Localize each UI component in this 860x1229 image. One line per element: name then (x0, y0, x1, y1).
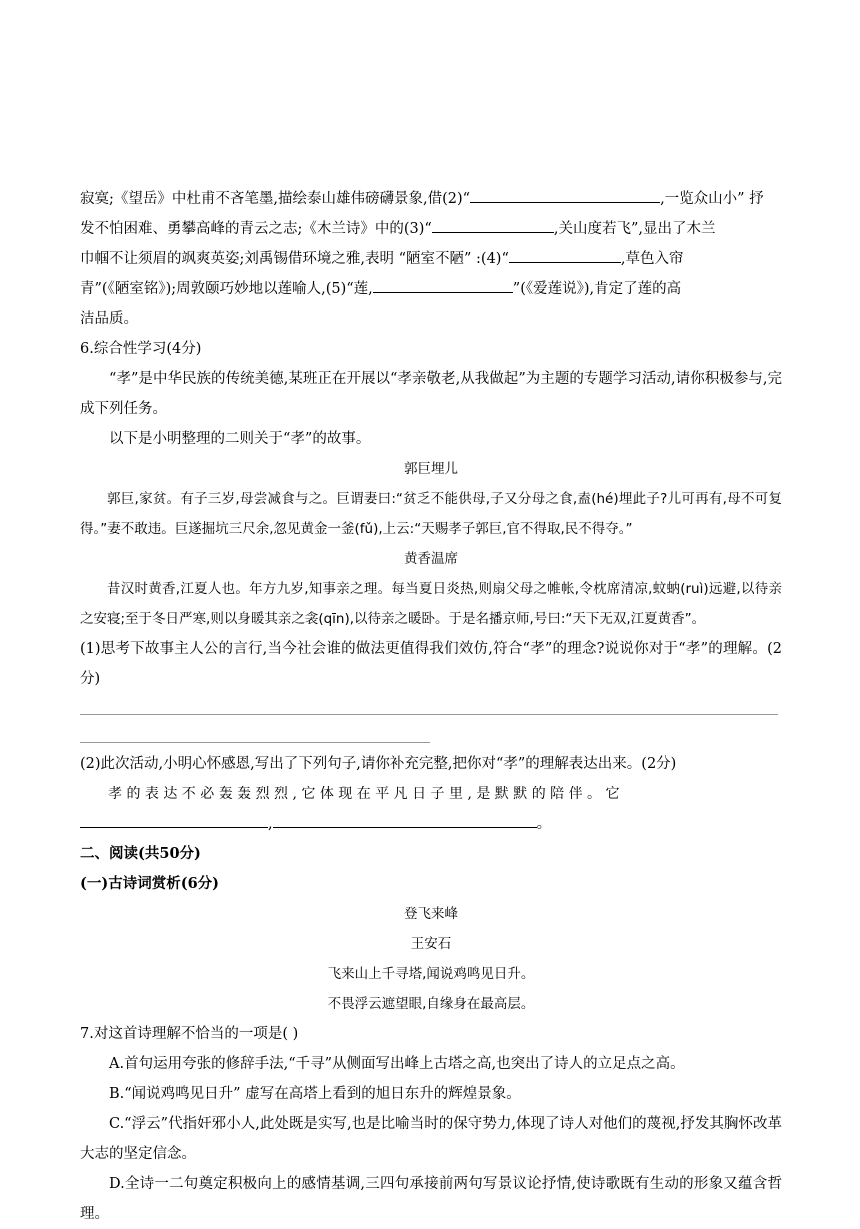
story-1-title: 郭巨埋儿 (404, 461, 458, 477)
story-2-text: 昔汉时黄香,江夏人也。年方九岁,知事亲之理。每当夏日炎热,则扇父母之帷帐,令枕席清凉,蚊蚋(ruì)远避,以待亲之安寝;至于冬日严寒,则以身暖其亲之衾(qīn),以待亲之暖卧。于是名播京师,号曰:“天下无双,江夏黄香”。 (80, 581, 782, 627)
story-1-text: 郭巨,家贫。有子三岁,母尝减食与之。巨谓妻曰:“贫乏不能供母,子又分母之食,盍(hé)埋此子?儿可再有,母不可复得。”妻不敢违。巨遂掘坑三尺余,忽见黄金一釜(fǔ),上云:“天赐孝子郭巨,官不得取,民不得夺。” (80, 491, 782, 537)
question-6-intro: “孝”是中华民族的传统美德,某班正在开展以“孝亲敬老,从我做起”为主题的专题学习活动,请你积极参与,完成下列任务。 (80, 371, 782, 417)
text-fragment: 发不怕困难、勇攀高峰的青云之志;《木兰诗》中的(3)“ (80, 221, 432, 237)
fill-blank-4[interactable] (509, 246, 621, 263)
text-fragment: 寂寞;《望岳》中杜甫不吝笔墨,描绘泰山雄伟磅礴景象,借(2)“ (80, 191, 471, 207)
fill-blank-3[interactable] (432, 216, 554, 233)
option-c[interactable]: C.“浮云”代指奸邪小人,此处既是实写,也是比喻当时的保守势力,体现了诗人对他们的蔑视,抒发其胸怀改革大志的坚定信念。 (80, 1116, 782, 1162)
story-2-title: 黄香温席 (404, 551, 458, 567)
option-a[interactable]: A.首句运用夸张的修辞手法,“千寻”从侧面写出峰上古塔之高,也突出了诗人的立足点之高。 (109, 1056, 685, 1072)
poem-line-2: 不畏浮云遮望眼,自缘身在最高层。 (327, 996, 535, 1012)
text-fragment: 巾帼不让须眉的飒爽英姿;刘禹锡借环境之雅,表明 “陋室不陋” :(4)“ (80, 251, 509, 267)
intro-line-2 (80, 214, 782, 244)
document-page (80, 184, 782, 1229)
poem-title: 登飞来峰 (404, 906, 458, 922)
intro-line-5: 洁品质。 (80, 311, 138, 327)
comma: , (268, 816, 273, 832)
section-2-subtitle: (一)古诗词赏析(6分) (80, 875, 220, 892)
section-2-title: 二、阅读(共50分) (80, 845, 201, 862)
option-b[interactable]: B.“闻说鸡鸣见日升” 虚写在高塔上看到的旭日东升的辉煌景象。 (109, 1086, 521, 1102)
fill-blank-2[interactable] (470, 186, 660, 203)
question-7-stem: 7.对这首诗理解不恰当的一项是( ) (80, 1026, 299, 1042)
intro-line-3 (80, 244, 782, 274)
option-d[interactable]: D.全诗一二句奠定积极向上的感情基调,三四句承接前两句写景议论抒情,使诗歌既有生动的形象又蕴含哲理。 (80, 1176, 782, 1222)
fill-blank-6a[interactable] (80, 811, 268, 828)
text-fragment: ”(《爱莲说》),肯定了莲的高 (512, 281, 682, 297)
poem-line-1: 飞来山上千寻塔,闻说鸡鸣见日升。 (327, 966, 535, 982)
poem-author: 王安石 (410, 936, 452, 952)
sentence-blanks (80, 809, 782, 839)
intro-line-4 (80, 274, 782, 304)
question-6-sub-1: (1)思考下故事主人公的言行,当今社会谁的做法更值得我们效仿,符合“孝”的理念?说说你对于“孝”的理解。(2分) (80, 641, 782, 687)
text-fragment: ,一览众山小” 抒 (660, 191, 764, 207)
text-fragment: ,关山度若飞”,显出了木兰 (553, 221, 716, 237)
question-6-sub-2: (2)此次活动,小明心怀感恩,写出了下列句子,请你补充完整,把你对“孝”的理解表达出来。(2分) (80, 756, 677, 772)
text-fragment: 青”(《陋室铭》);周敦颐巧妙地以莲喻人,(5)“莲, (80, 281, 373, 297)
fill-blank-6b[interactable] (273, 811, 537, 828)
question-6-title: 6.综合性学习(4分) (80, 341, 202, 357)
text-fragment: ,草色入帘 (620, 251, 684, 267)
question-6-sentence: 孝 的 表 达 不 必 轰 轰 烈 烈 , 它 体 现 在 平 凡 日 子 里 , 是 默 默 的 陪 伴 。 它 (108, 786, 620, 802)
period: 。 (536, 816, 552, 832)
fill-blank-5[interactable] (373, 276, 513, 293)
intro-line-1 (80, 184, 782, 214)
question-6-lead: 以下是小明整理的二则关于“孝”的故事。 (109, 431, 371, 447)
